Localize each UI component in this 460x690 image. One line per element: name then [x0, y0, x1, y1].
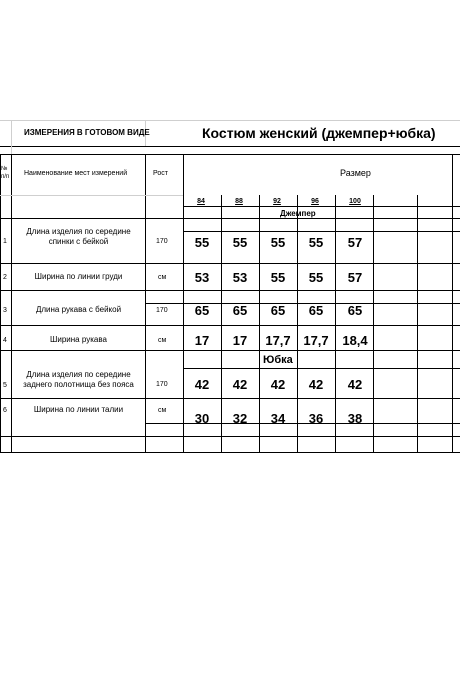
size-84: 84: [197, 198, 205, 205]
row-number: 6: [3, 407, 7, 414]
value-cell: 18,4: [342, 333, 368, 348]
row-number: 1: [3, 238, 7, 245]
value-cell: 55: [270, 235, 286, 250]
row-number: 3: [3, 307, 7, 314]
column-header-name: Наименование мест измерений: [24, 170, 128, 177]
value-cell: 65: [308, 303, 324, 318]
row-label: Длина изделия по середине заднего полотнища без пояса: [23, 370, 134, 389]
value-cell: 32: [232, 411, 248, 426]
row-label: Длина рукава с бейкой: [35, 305, 122, 314]
value-cell: 17,7: [265, 333, 291, 348]
section-skirt: Юбка: [263, 354, 293, 366]
section-jumper: Джемпер: [280, 209, 316, 218]
value-cell: 53: [194, 270, 210, 285]
column-header-number: № п/п: [1, 166, 10, 180]
row-unit: 170: [156, 307, 168, 314]
value-cell: 65: [232, 303, 248, 318]
row-number: 5: [3, 382, 7, 389]
value-cell: 57: [347, 270, 363, 285]
value-cell: 55: [232, 235, 248, 250]
row-label: Длина изделия по середине спинки с бейкой: [26, 227, 131, 246]
size-96: 96: [311, 198, 319, 205]
value-cell: 65: [194, 303, 210, 318]
size-100: 100: [349, 198, 361, 205]
column-header-height: Рост: [153, 170, 168, 177]
value-cell: 57: [347, 235, 363, 250]
size-88: 88: [235, 198, 243, 205]
row-label: Ширина по линии груди: [34, 272, 123, 281]
row-label: Ширина по линии талии: [33, 405, 124, 414]
value-cell: 55: [308, 235, 324, 250]
row-unit: см: [158, 337, 167, 344]
value-cell: 34: [270, 411, 286, 426]
value-cell: 38: [347, 411, 363, 426]
row-number: 4: [3, 337, 7, 344]
value-cell: 17: [232, 333, 248, 348]
size-92: 92: [273, 198, 281, 205]
value-cell: 42: [347, 377, 363, 392]
value-cell: 42: [194, 377, 210, 392]
value-cell: 55: [194, 235, 210, 250]
value-cell: 17: [194, 333, 210, 348]
row-unit: см: [158, 407, 167, 414]
value-cell: 17,7: [303, 333, 329, 348]
row-label: Ширина рукава: [50, 335, 107, 344]
value-cell: 65: [270, 303, 286, 318]
row-unit: см: [158, 274, 167, 281]
value-cell: 55: [270, 270, 286, 285]
value-cell: 42: [232, 377, 248, 392]
value-cell: 30: [194, 411, 210, 426]
value-cell: 65: [347, 303, 363, 318]
value-cell: 55: [308, 270, 324, 285]
value-cell: 53: [232, 270, 248, 285]
row-unit: 170: [156, 381, 168, 388]
measurements-label: ИЗМЕРЕНИЯ В ГОТОВОМ ВИДЕ: [24, 128, 150, 137]
page-title: Костюм женский (джемпер+юбка): [202, 125, 436, 141]
value-cell: 42: [308, 377, 324, 392]
column-header-size: Размер: [340, 168, 371, 178]
value-cell: 36: [308, 411, 324, 426]
row-unit: 170: [156, 238, 168, 245]
value-cell: 42: [270, 377, 286, 392]
row-number: 2: [3, 274, 7, 281]
